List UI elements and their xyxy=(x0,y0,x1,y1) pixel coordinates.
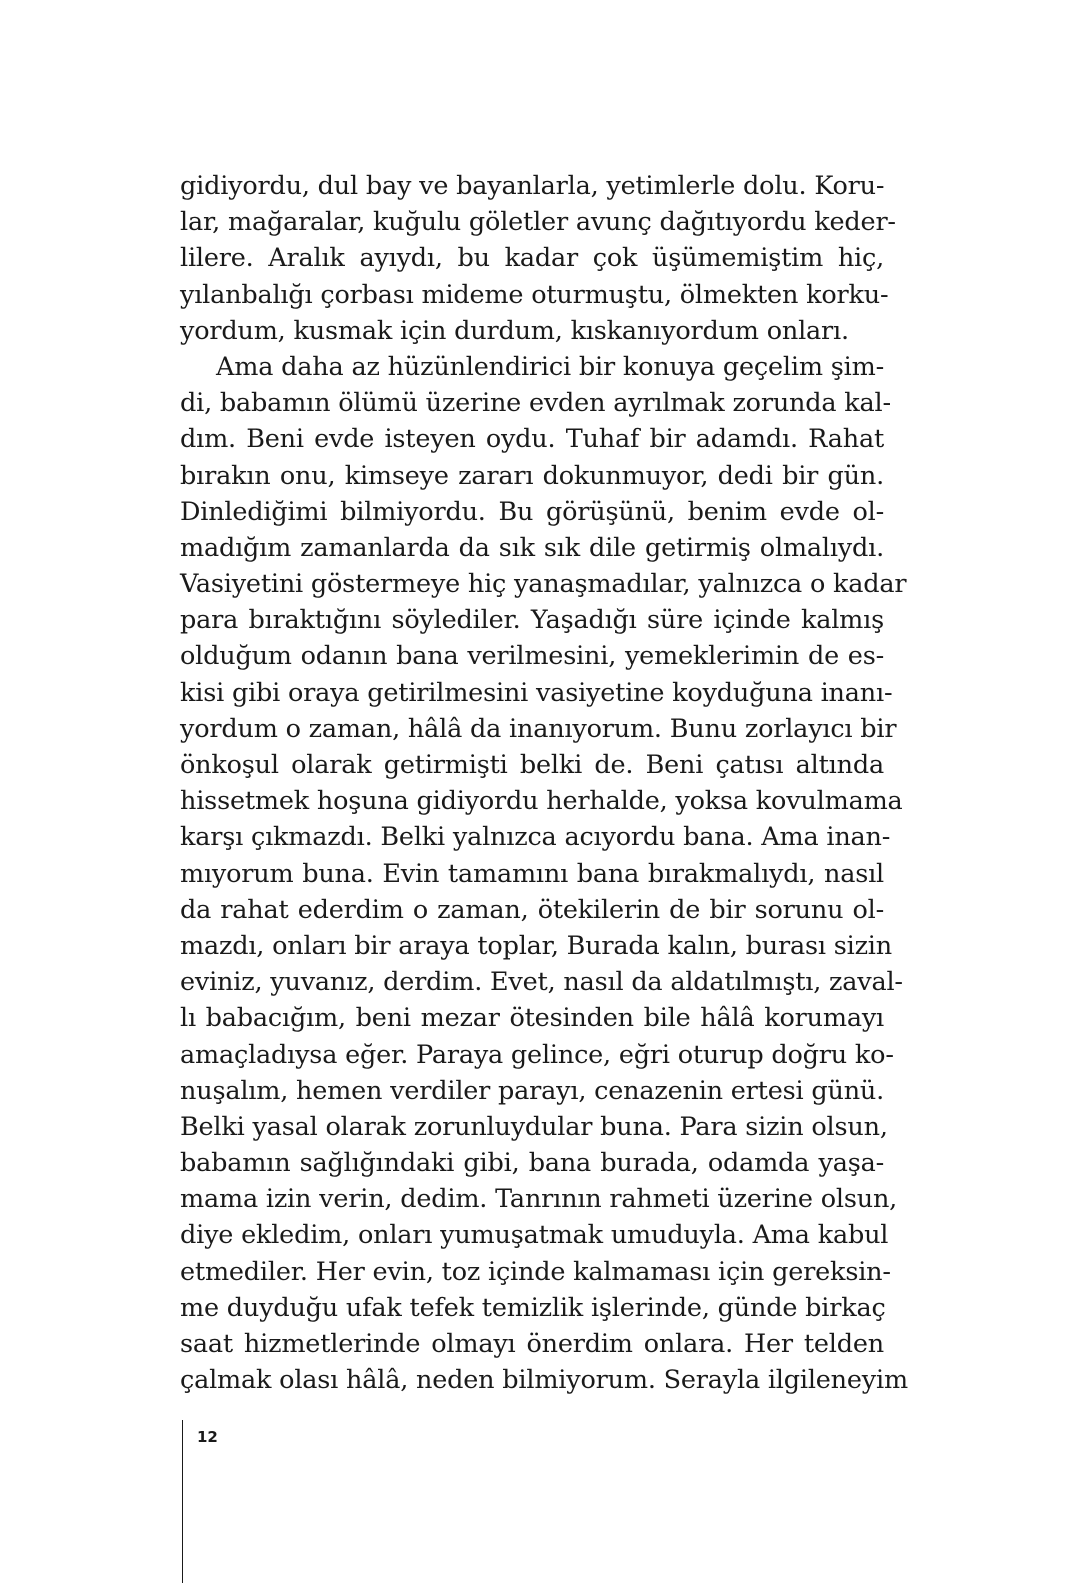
text-line: nuşalım, hemen verdiler parayı, cenazenin ertesi günü. xyxy=(180,1075,885,1106)
text-line: gidiyordu, dul bay ve bayanlarla, yetimlerle dolu. Koru- xyxy=(180,171,885,201)
text-line: bırakın onu, kimseye zararı dokunmuyor, dedi bir gün. xyxy=(180,460,884,491)
text-line: mazdı, onları bir araya toplar, Burada kalın, burası sizin xyxy=(180,930,892,961)
text-line: lilere. Aralık ayıydı, bu kadar çok üşümemiştim hiç, xyxy=(180,243,884,274)
text-line: Belki yasal olarak zorunluydular buna. Para sizin olsun, xyxy=(180,1111,888,1142)
text-line: olduğum odanın bana verilmesini, yemeklerimin de es- xyxy=(180,641,884,672)
text-line: dım. Beni evde isteyen oydu. Tuhaf bir adamdı. Rahat xyxy=(180,424,884,455)
text-line: da rahat ederdim o zaman, ötekilerin de bir sorunu ol- xyxy=(180,894,884,925)
text-line: mama izin verin, dedim. Tanrının rahmeti üzerine olsun, xyxy=(180,1184,898,1215)
text-line: Vasiyetini göstermeye hiç yanaşmadılar, yalnızca o kadar xyxy=(180,569,907,600)
text-line: çalmak olası hâlâ, neden bilmiyorum. Serayla ilgileneyim xyxy=(180,1365,908,1396)
text-line: Dinlediğimi bilmiyordu. Bu görüşünü, benim evde ol- xyxy=(180,496,884,527)
text-line: yılanbalığı çorbası mideme oturmuştu, ölmekten korku- xyxy=(180,279,889,310)
text-line: eviniz, yuvanız, derdim. Evet, nasıl da aldatılmıştı, zaval- xyxy=(180,967,903,998)
page-margin-rule xyxy=(182,1420,183,1583)
text-line: lı babacığım, beni mezar ötesinden bile hâlâ korumayı xyxy=(180,1003,884,1034)
text-line: me duyduğu ufak tefek temizlik işlerinde, günde birkaç xyxy=(180,1292,886,1323)
text-line: madığım zamanlarda da sık sık dile getirmiş olmalıydı. xyxy=(180,532,884,563)
text-line: para bıraktığını söylediler. Yaşadığı süre içinde kalmış xyxy=(180,605,884,636)
text-line: önkoşul olarak getirmişti belki de. Beni çatısı altında xyxy=(180,750,884,780)
text-line: babamın sağlığındaki gibi, bana burada, odamda yaşa- xyxy=(180,1148,884,1179)
text-line: kisi gibi oraya getirilmesini vasiyetine koyduğuna inanı- xyxy=(180,677,893,708)
text-line: yordum o zaman, hâlâ da inanıyorum. Bunu zorlayıcı bir xyxy=(180,713,897,744)
text-line: mıyorum buna. Evin tamamını bana bırakmalıydı, nasıl xyxy=(180,858,884,889)
text-line: diye ekledim, onları yumuşatmak umuduyla. Ama kabul xyxy=(180,1220,889,1251)
text-line: etmediler. Her evin, toz içinde kalmaması için gereksin- xyxy=(180,1256,891,1287)
body-text xyxy=(180,168,908,1398)
text-line: di, babamın ölümü üzerine evden ayrılmak zorunda kal- xyxy=(180,388,891,419)
page-number: 12 xyxy=(197,1428,218,1446)
paragraph-first-line: Ama daha az hüzünlendirici bir konuya geçelim şim- xyxy=(216,351,884,382)
text-line: lar, mağaralar, kuğulu göletler avunç dağıtıyordu keder- xyxy=(180,207,896,238)
text-line: amaçladıysa eğer. Paraya gelince, eğri oturup doğru ko- xyxy=(180,1039,894,1070)
text-line: saat hizmetlerinde olmayı önerdim onlara. Her telden xyxy=(180,1329,884,1359)
text-line: karşı çıkmazdı. Belki yalnızca acıyordu bana. Ama inan- xyxy=(180,822,891,853)
text-line: yordum, kusmak için durdum, kıskanıyordum onları. xyxy=(180,315,849,346)
text-line: hissetmek hoşuna gidiyordu herhalde, yoksa kovulmama xyxy=(180,786,903,817)
